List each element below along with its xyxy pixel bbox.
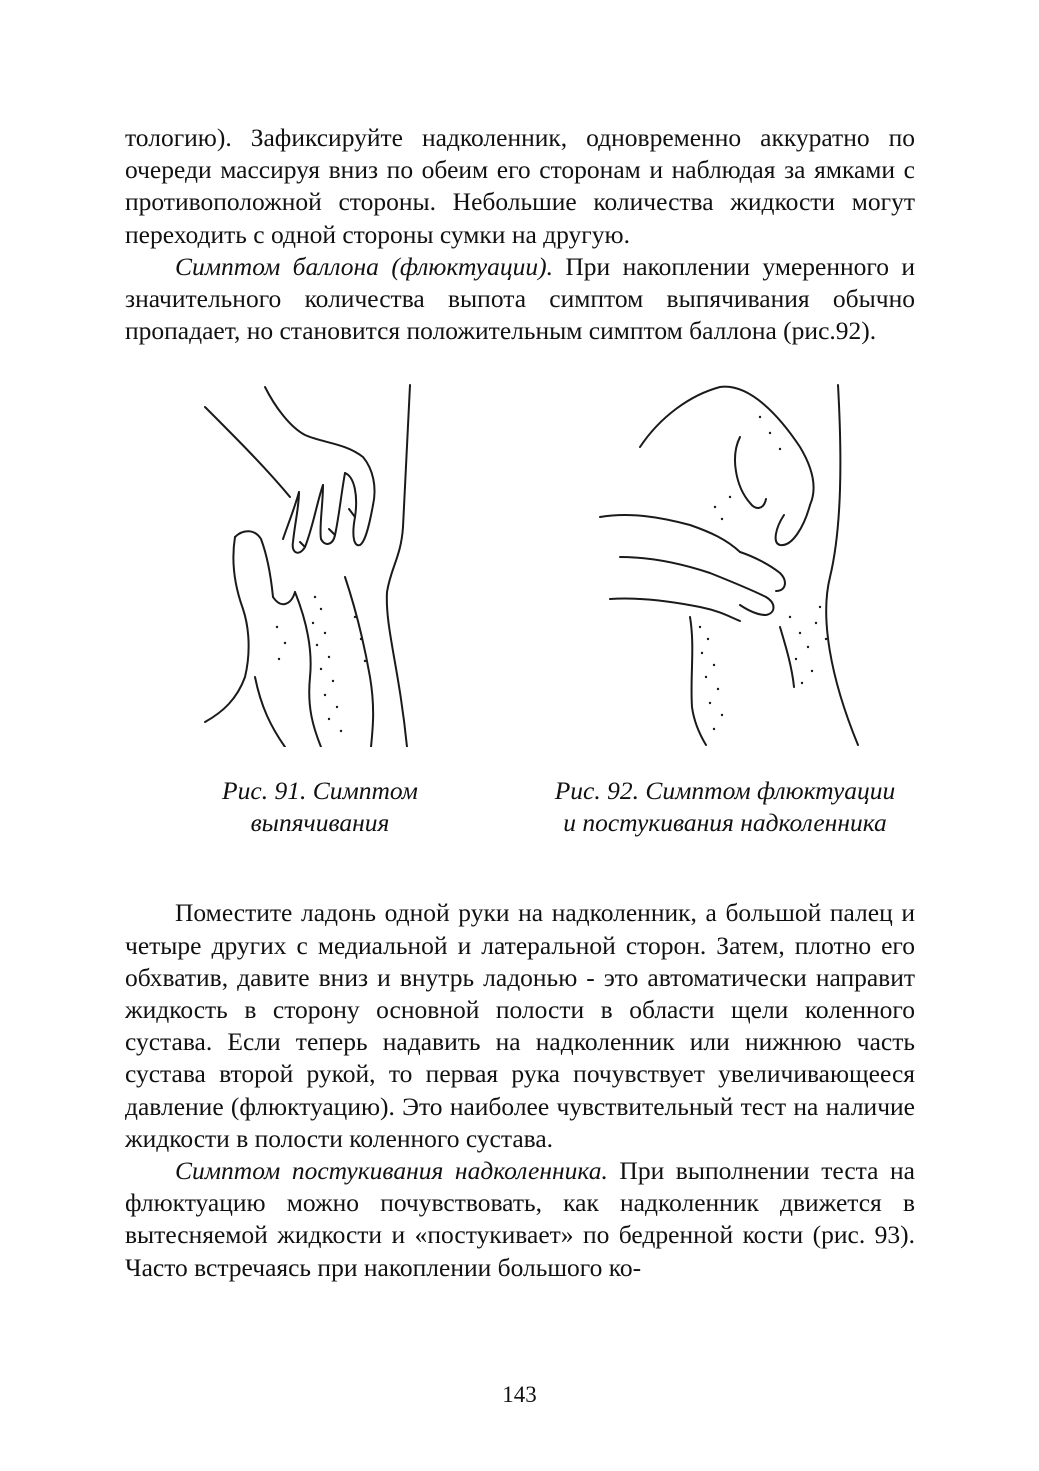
paragraph-3: Поместите ладонь одной руки на надколенник, а большой палец и четыре других с медиальной и латеральной сторон. Затем, плотно его обхватив, давите вниз и внутрь ладонью - это автоматически направит жидкость в сторону основной полости в области щели коленного сустава. Если теперь надавить на надколенник или нижнюю часть сустава второй рукой, то первая рука почувствует увеличивающееся давление (флюктуацию). Это наиболее чувствительный тест на наличие жидкости в полости коленного сустава. [125,898,915,1153]
figure-92-caption-line-1: Рис. 92. Симптом флюктуации [554,776,896,806]
paragraph-2-lead: Симптом баллона (флюктуации). [175,251,553,281]
paragraph-2-text: При накоплении умеренного и значительного количества выпота симптом выпячивания обычно пропадает, но становится положительным симптом баллона (рис.92). [125,251,916,346]
figure-92-caption-line-2: и постукивания надколенника [563,808,887,838]
figures-row [125,377,915,897]
paragraph-4-lead: Симптом постукивания надколенника. [175,1156,608,1186]
paragraph-4-text: При выполнении теста на флюктуацию можно почувствовать, как надколенник движется в вытесняемой жидкости и «постукивает» по бедренной кости (рис. 93). Часто встречаясь при накоплении большого ко- [125,1156,915,1282]
figure-92 [580,377,880,747]
figure-91-illustration [195,377,455,747]
page-content [125,122,915,1284]
figure-92-caption [520,775,930,839]
paragraph-4 [125,1155,915,1284]
figure-92-illustration [580,377,880,747]
figure-91-caption-line-1: Рис. 91. Симптом [222,776,418,806]
figure-91-caption [155,775,485,839]
page-number: 143 [502,1382,537,1407]
figure-91 [195,377,455,747]
paragraph-1: тологию). Зафиксируйте надколенник, одновременно аккуратно по очереди массируя вниз по обеим его сторонам и наблюдая за ямками с противоположной стороны. Небольшие количества жидкости могут переходить с одной стороны сумки на другую. [125,123,915,249]
paragraph-2 [125,251,915,348]
figure-91-caption-line-2: выпячивания [250,808,390,838]
